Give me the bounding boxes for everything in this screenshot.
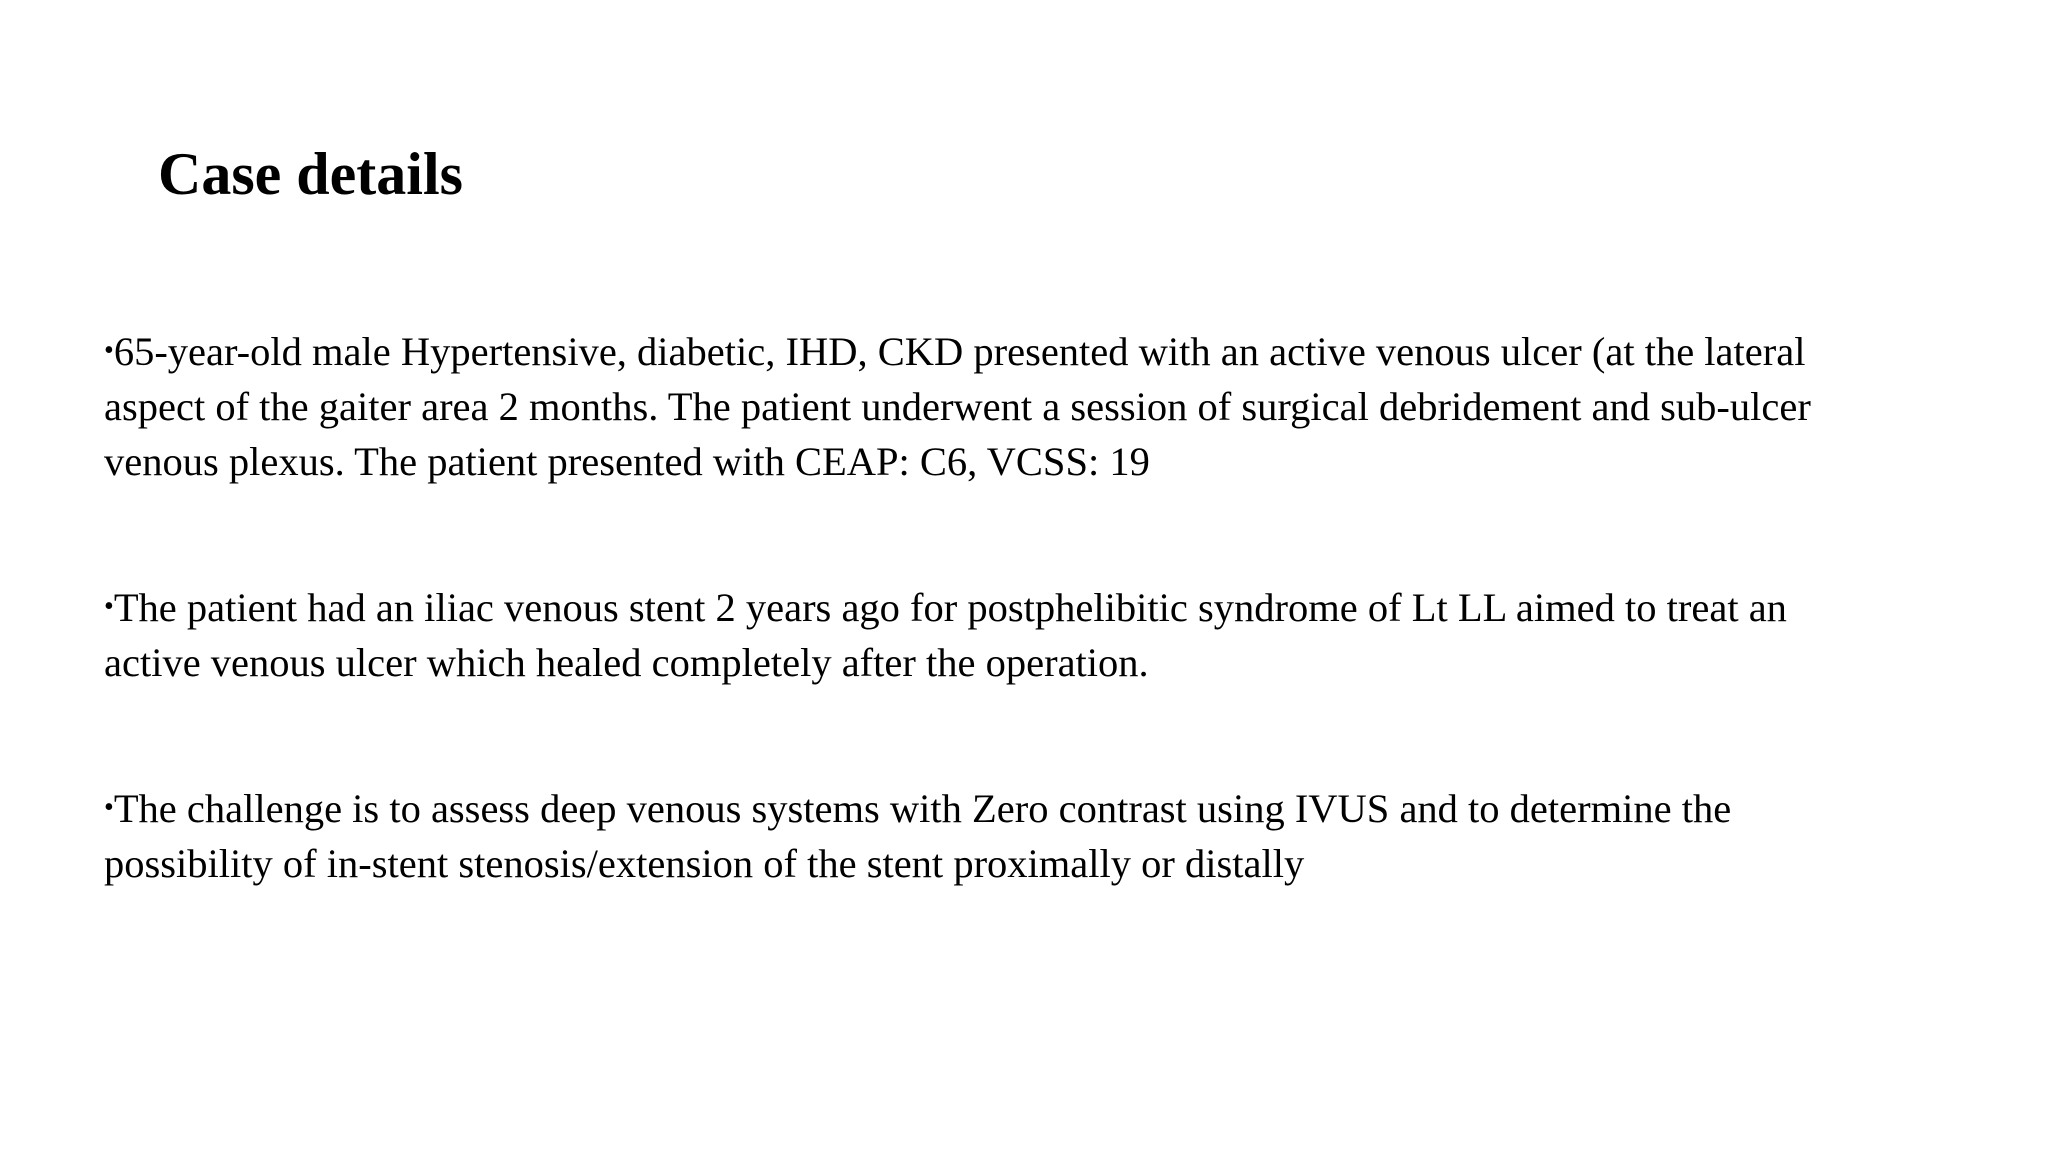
bullet-3-line-2: possibility of in-stent stenosis/extension of the stent proximally or distally — [104, 841, 1305, 886]
bullet-2-line-1: The patient had an iliac venous stent 2 years ago for postphelibitic syndrome of Lt LL aimed to treat an — [113, 585, 1787, 630]
bullet-item-1 — [104, 323, 2004, 489]
bullet-mark: • — [104, 335, 114, 366]
bullet-1-line-3: venous plexus. The patient presented with CEAP: C6, VCSS: 19 — [104, 439, 1150, 484]
bullet-2-line-2: active venous ulcer which healed completely after the operation. — [104, 640, 1149, 685]
bullet-mark: • — [104, 591, 114, 622]
bullet-item-3 — [104, 780, 2004, 891]
slide-title: Case details — [158, 141, 463, 207]
bullet-1-line-2: aspect of the gaiter area 2 months. The patient underwent a session of surgical debridement and sub-ulcer — [104, 384, 1811, 429]
bullet-1-line-1: 65-year-old male Hypertensive, diabetic, IHD, CKD presented with an active venous ulcer (at the lateral — [113, 329, 1806, 374]
bullet-item-2 — [104, 579, 2004, 690]
bullet-mark: • — [104, 792, 114, 823]
bullet-list — [104, 323, 2004, 891]
bullet-3-line-1: The challenge is to assess deep venous systems with Zero contrast using IVUS and to determine the — [113, 786, 1732, 831]
